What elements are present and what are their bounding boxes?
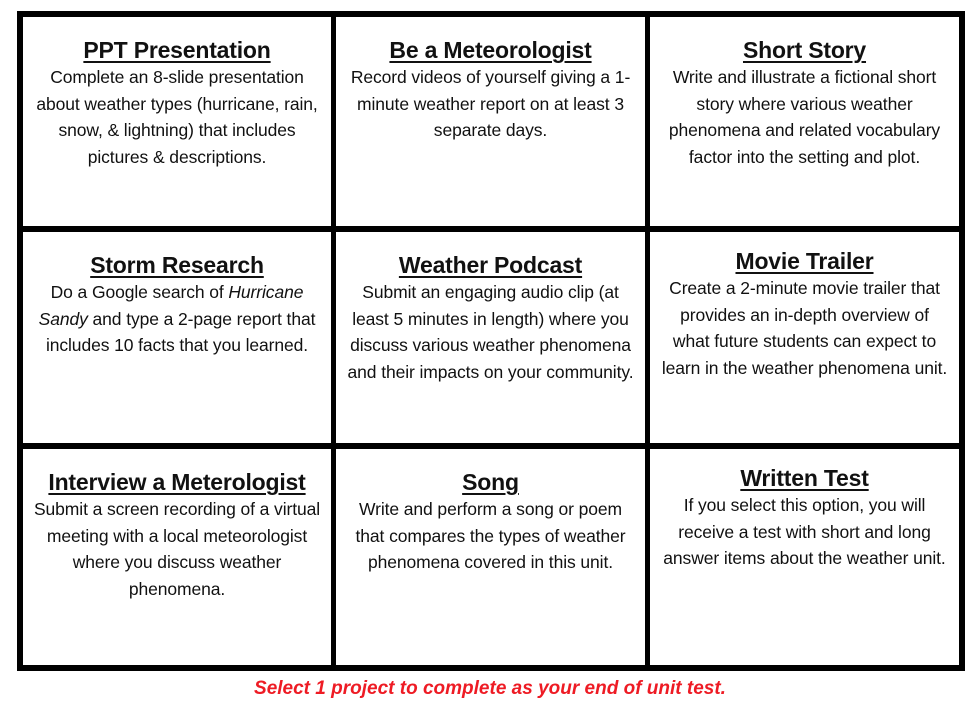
cell-title: PPT Presentation <box>83 37 271 63</box>
cell-description: Submit a screen recording of a virtual meeting with a local meteorologist where you discuss weather phenomena. <box>33 499 321 599</box>
cell-title: Interview a Meterologist <box>48 469 306 495</box>
cell-be-a-meteorologist <box>336 17 650 232</box>
cell-movie-trailer <box>650 232 959 449</box>
instruction-note: Select 1 project to complete as your end of unit test. <box>254 678 726 699</box>
cell-storm-research <box>23 232 336 449</box>
cell-written-test <box>650 449 959 665</box>
cell-description: Create a 2-minute movie trailer that provides an in-depth overview of what future students can expect to learn in the weather phenomena unit. <box>661 278 948 378</box>
choice-board-grid <box>17 11 965 671</box>
cell-title: Song <box>462 469 519 495</box>
cell-description: Complete an 8-slide presentation about weather types (hurricane, rain, snow, & lightning) that includes pictures & descriptions. <box>36 67 318 167</box>
cell-description: Write and illustrate a fictional short story where various weather phenomena and related vocabulary factor into the setting and plot. <box>668 67 941 167</box>
cell-description <box>33 279 321 359</box>
cell-interview-a-meterologist <box>23 449 336 665</box>
italic-term: Hurricane Sandy <box>38 282 304 329</box>
cell-title: Short Story <box>742 37 867 63</box>
cell-title: Movie Trailer <box>735 248 874 274</box>
cell-weather-podcast <box>336 232 650 449</box>
cell-title: Storm Research <box>90 252 264 278</box>
description-text: and type a 2-page report that includes 10 facts that you learned. <box>45 308 316 355</box>
cell-title: Written Test <box>740 465 869 491</box>
cell-ppt-presentation <box>23 17 336 232</box>
cell-description: Submit an engaging audio clip (at least 5 minutes in length) where you discuss various weather phenomena and their impacts on your community. <box>347 282 634 382</box>
cell-description: Record videos of yourself giving a 1-minute weather report on at least 3 separate days. <box>350 67 631 140</box>
cell-song <box>336 449 650 665</box>
cell-description: If you select this option, you will receive a test with short and long answer items about the weather unit. <box>663 495 946 568</box>
cell-title: Weather Podcast <box>398 252 583 278</box>
cell-short-story <box>650 17 959 232</box>
cell-description: Write and perform a song or poem that compares the types of weather phenomena covered in this unit. <box>355 499 626 572</box>
description-text: Do a Google search of <box>50 282 229 302</box>
cell-title: Be a Meteorologist <box>389 37 592 63</box>
